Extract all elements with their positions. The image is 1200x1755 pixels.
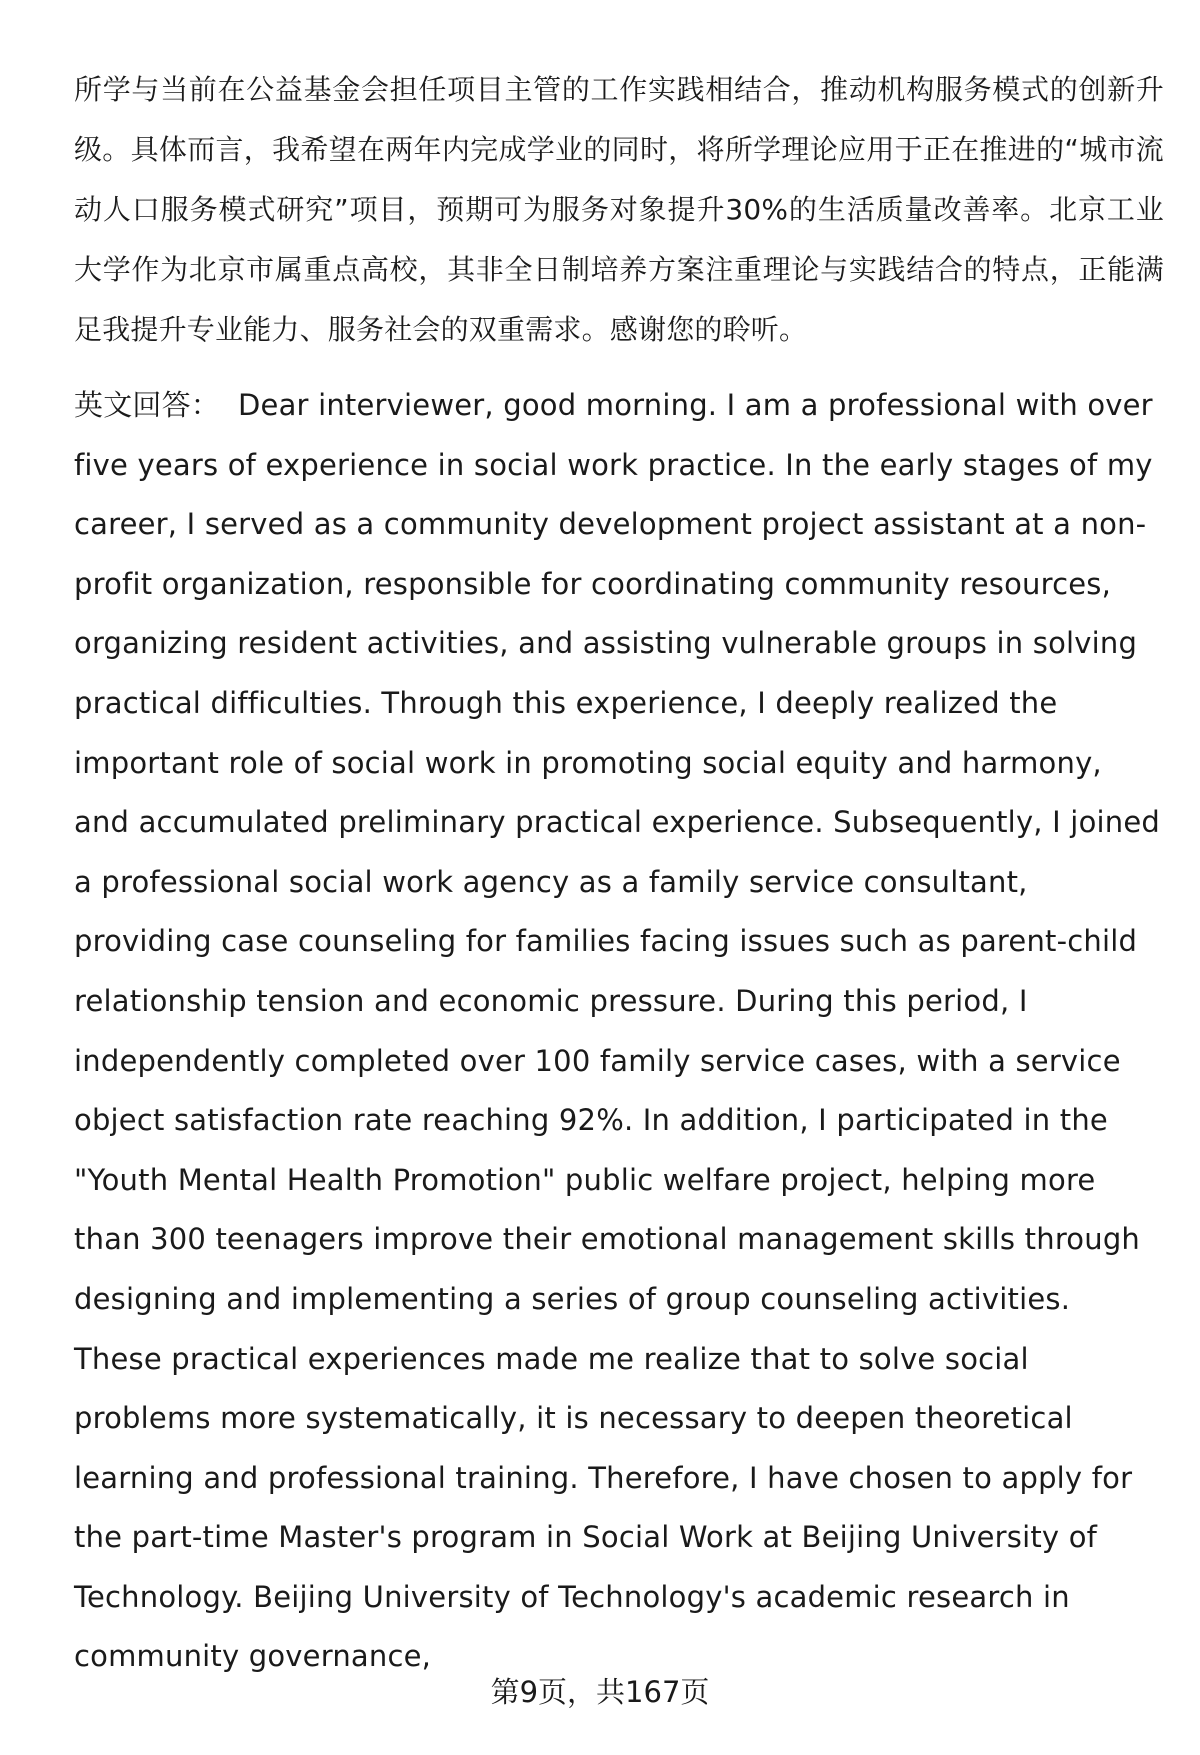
english-answer-paragraph	[74, 376, 1164, 1687]
english-answer-text: Dear interviewer, good morning. I am a professional with over five years of experience in social work practice. In the early stages of my career, I served as a community development project assistant at a non-profit organization, responsible for coordinating community resources, organizing resident activities, and assisting vulnerable groups in solving practical difficulties. Through this experience, I deeply realized the important role of social work in promoting social equity and harmony, and accumulated preliminary practical experience. Subsequently, I joined a professional social work agency as a family service consultant, providing case counseling for families facing issues such as parent-child relationship tension and economic pressure. During this period, I independently completed over 100 family service cases, with a service object satisfaction rate reaching 92%. In addition, I participated in the "Youth Mental Health Promotion" public welfare project, helping more than 300 teenagers improve their emotional management skills through designing and implementing a series of group counseling activities. These practical experiences made me realize that to solve social problems more systematically, it is necessary to deepen theoretical learning and professional training. Therefore, I have chosen to apply for the part-time Master's program in Social Work at Beijing University of Technology. Beijing University of Technology's academic research in community governance,	[74, 388, 1160, 1674]
document-page	[74, 60, 1164, 1687]
chinese-paragraph: 所学与当前在公益基金会担任项目主管的工作实践相结合，推动机构服务模式的创新升级。具体而言，我希望在两年内完成学业的同时，将所学理论应用于正在推进的“城市流动人口服务模式研究”项目，预期可为服务对象提升30%的生活质量改善率。北京工业大学作为北京市属重点高校，其非全日制培养方案注重理论与实践结合的特点，正能满足我提升专业能力、服务社会的双重需求。感谢您的聆听。	[74, 73, 1164, 346]
english-answer-label: 英文回答：	[74, 388, 221, 422]
page-number-footer: 第9页，共167页	[490, 1675, 710, 1709]
